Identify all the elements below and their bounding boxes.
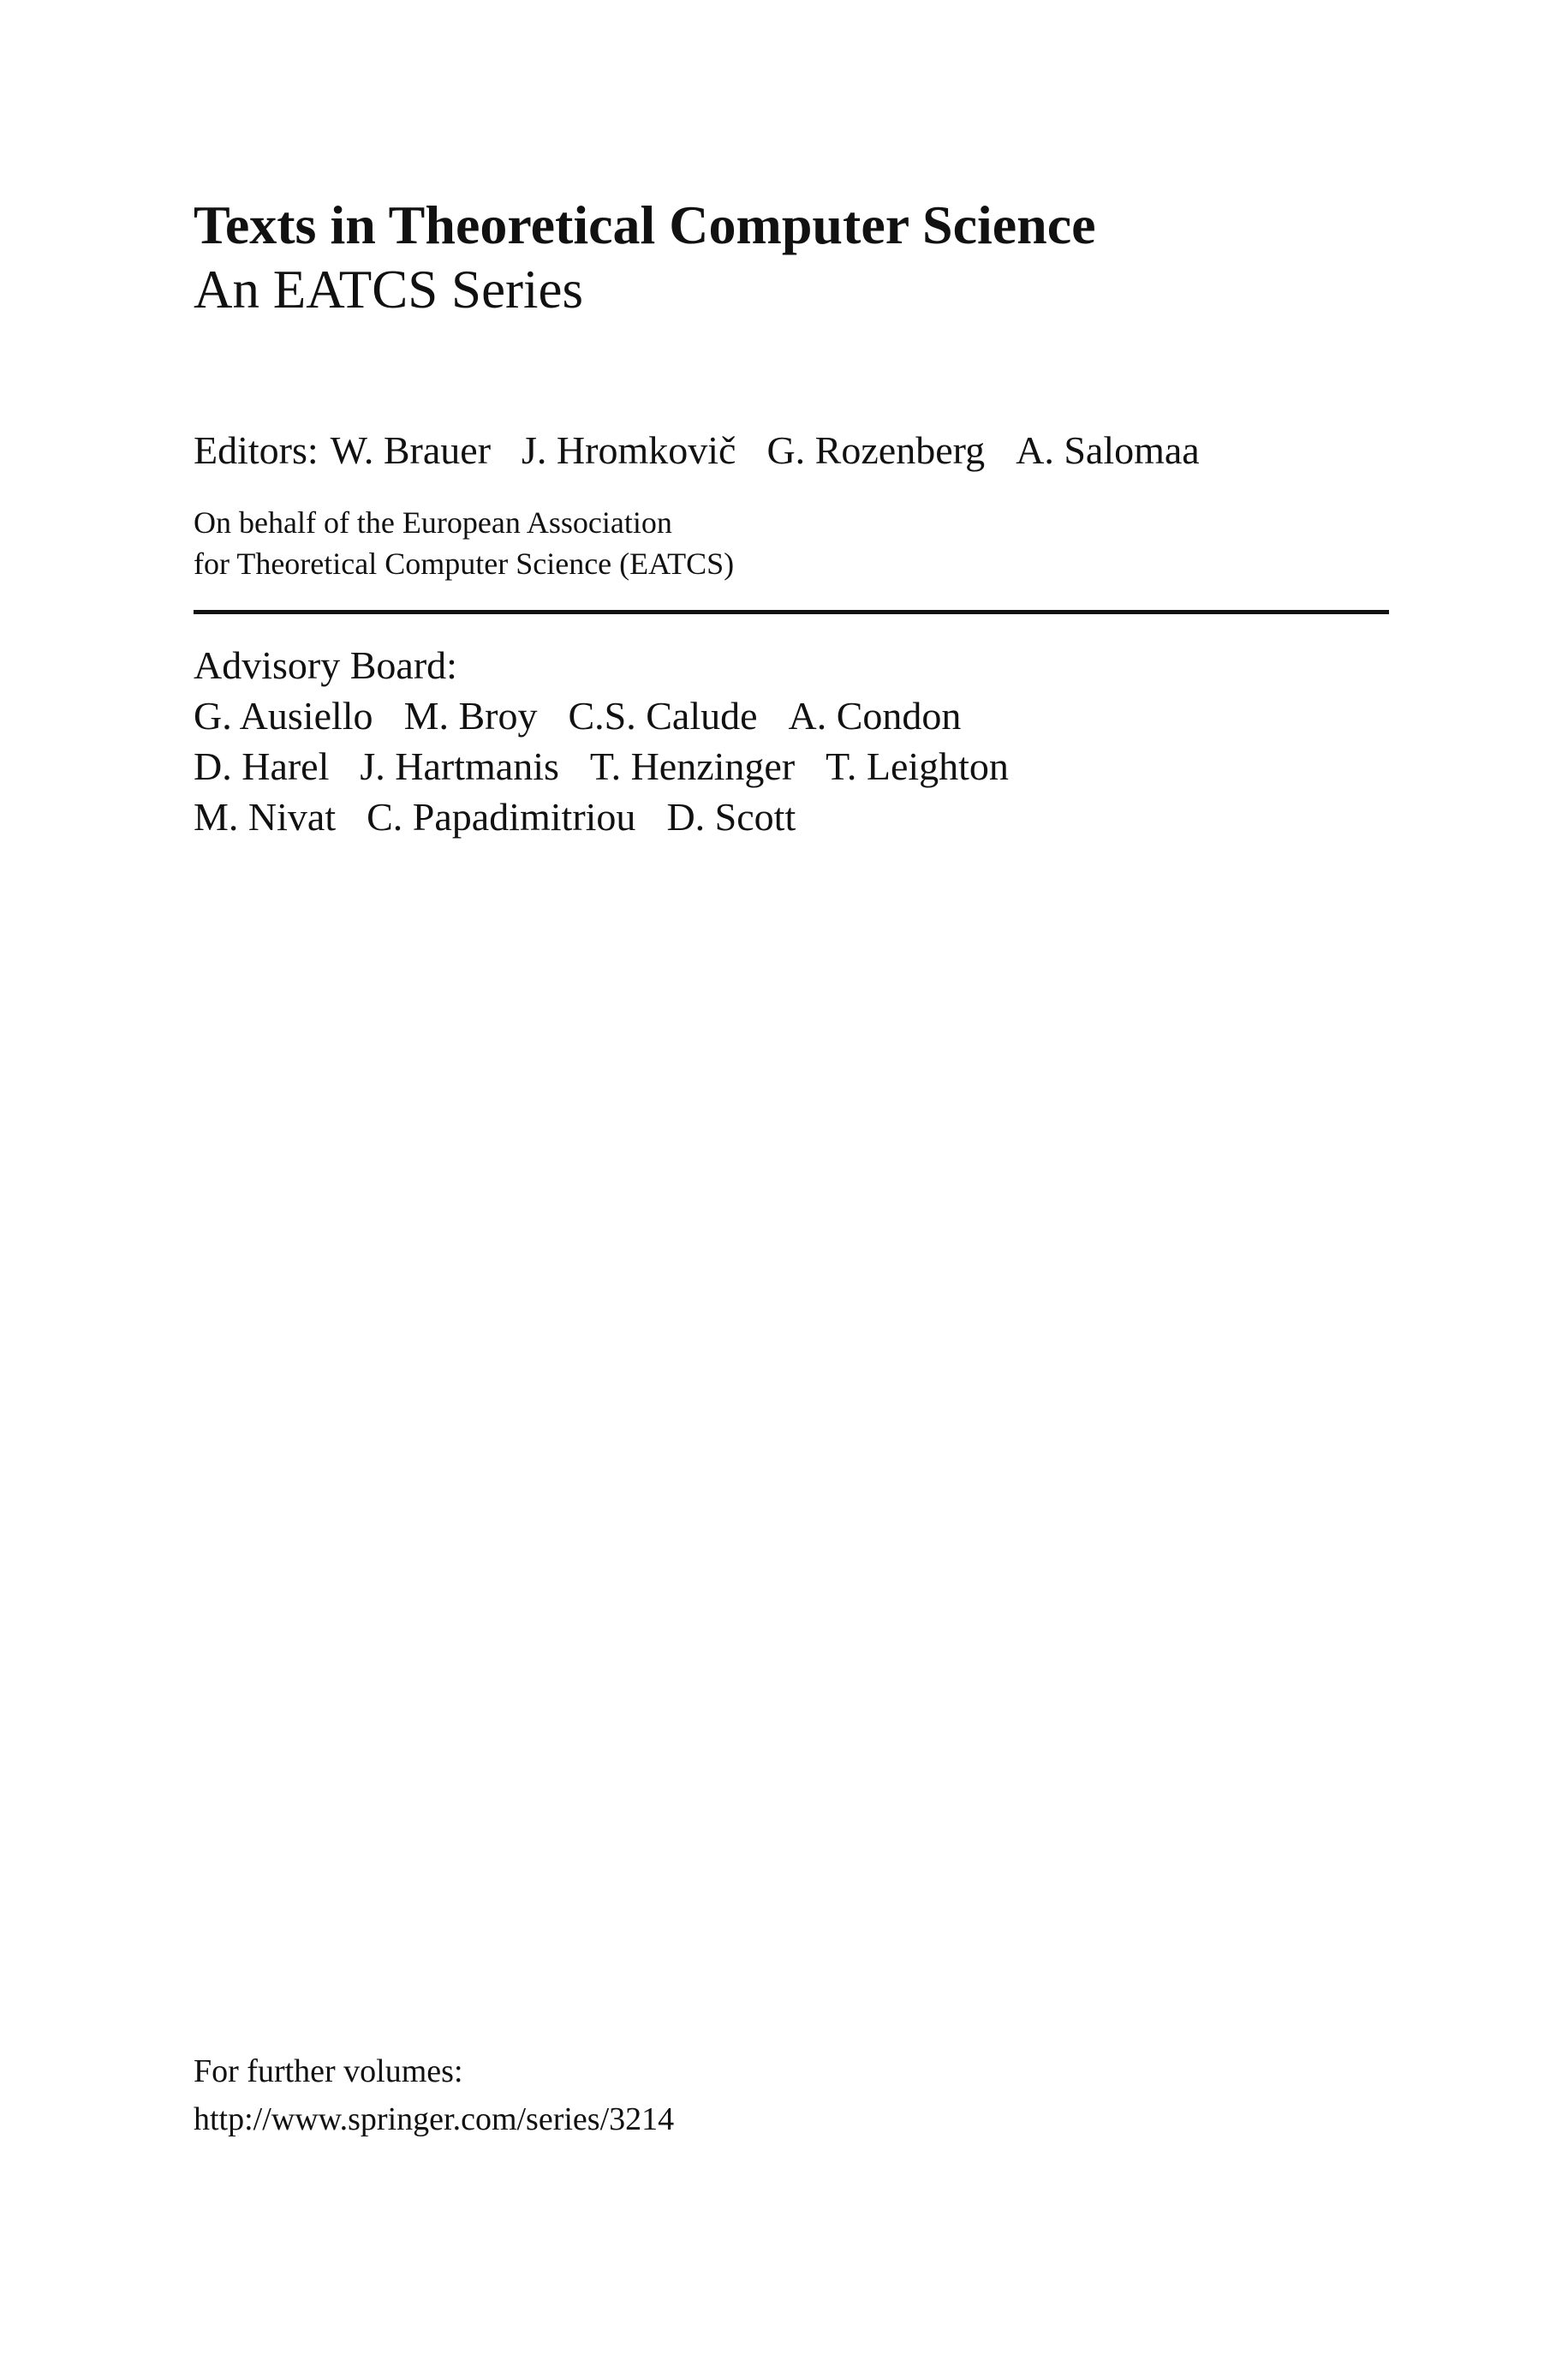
advisory-board-row [194,741,1009,792]
advisory-board-row [194,792,1009,842]
advisory-member: A. Condon [788,694,962,738]
series-title: Texts in Theoretical Computer Science [194,194,1096,255]
advisory-member: C. Papadimitriou [367,795,636,839]
behalf-line: On behalf of the European Association [194,505,672,540]
horizontal-rule [194,610,1389,614]
editors-line [194,427,1200,474]
advisory-member: J. Hartmanis [360,744,559,788]
advisory-member: C.S. Calude [568,694,758,738]
advisory-member: G. Ausiello [194,694,373,738]
further-volumes-label: For further volumes: [194,2053,463,2089]
advisory-member: M. Nivat [194,795,337,839]
editors-label: Editors: [194,428,319,472]
editor-name: J. Hromkovič [522,428,736,472]
series-subtitle: An EATCS Series [194,260,583,320]
editor-name: A. Salomaa [1016,428,1200,472]
advisory-board-list [194,690,1009,842]
advisory-board-label: Advisory Board: [194,643,457,687]
advisory-member: M. Broy [403,694,538,738]
advisory-member: T. Leighton [826,744,1009,788]
behalf-line: for Theoretical Computer Science (EATCS) [194,547,735,581]
eatcs-behalf-note [194,502,734,584]
editor-name: G. Rozenberg [766,428,986,472]
advisory-board-row [194,690,1009,741]
further-volumes [194,2047,674,2143]
advisory-member: D. Harel [194,744,330,788]
advisory-member: D. Scott [666,795,796,839]
advisory-member: T. Henzinger [589,744,796,788]
series-url: http://www.springer.com/series/3214 [194,2101,675,2137]
editor-name: W. Brauer [330,428,492,472]
